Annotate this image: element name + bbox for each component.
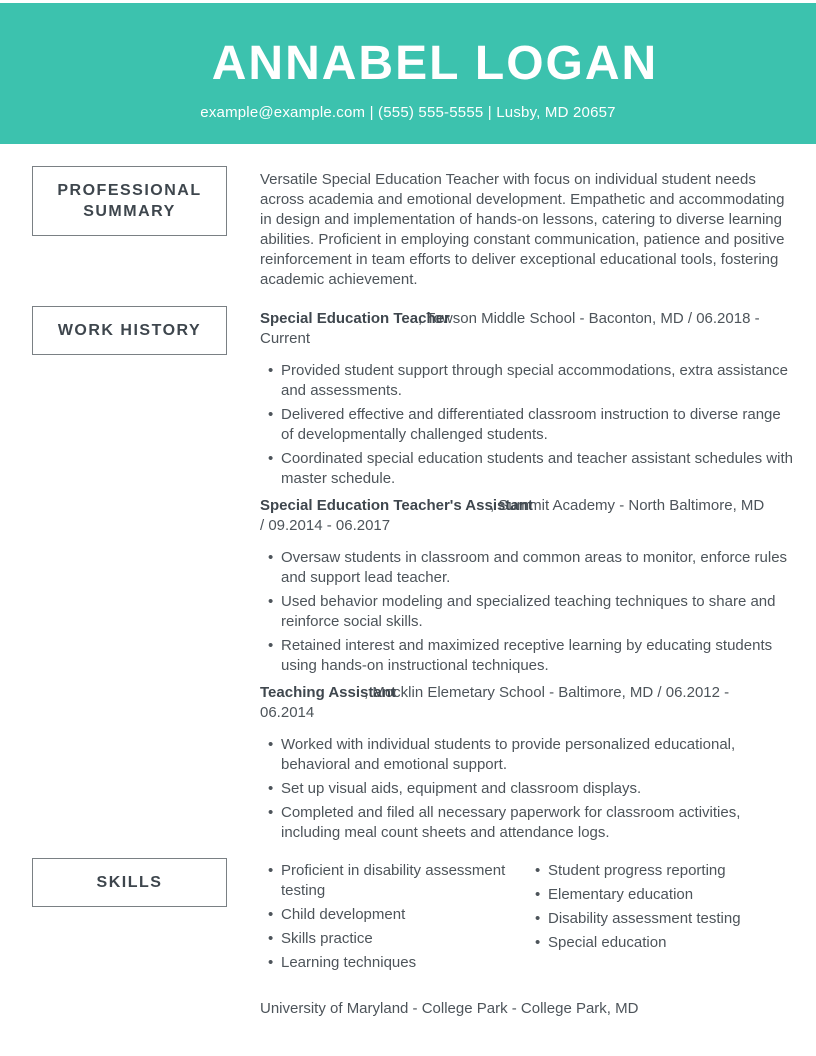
job-meta-line1: , Towson Middle School - Baconton, MD / 06.2018 -	[418, 310, 760, 327]
job-entry	[260, 496, 794, 676]
job-title: Special Education Teacher	[260, 310, 450, 327]
job-entry	[260, 683, 794, 843]
skill-item: • Student progress reporting	[527, 861, 794, 881]
job-bullet: • Oversaw students in classroom and common areas to monitor, enforce rules and support lead teacher.	[260, 548, 794, 588]
job-bullet: • Worked with individual students to provide personalized educational, behavioral and emotional support.	[260, 735, 794, 775]
job-meta-line2: 06.2014	[260, 704, 315, 721]
job-bullet: • Used behavior modeling and specialized teaching techniques to share and reinforce social skills.	[260, 592, 794, 632]
skill-item: • Skills practice	[260, 929, 527, 949]
section-heading-skills	[32, 858, 227, 907]
skill-item: • Proficient in disability assessment testing	[260, 861, 527, 901]
job-meta-line2: / 09.2014 - 06.2017	[260, 517, 391, 534]
skill-item: • Elementary education	[527, 885, 794, 905]
contact-line: example@example.com | (555) 555-5555 | Lusby, MD 20657	[200, 104, 616, 121]
skills-column-2	[527, 861, 794, 977]
education-line: University of Maryland - College Park - College Park, MD	[260, 1000, 639, 1017]
job-bullet: • Delivered effective and differentiated classroom instruction to diverse range of developmentally challenged students.	[260, 405, 794, 445]
section-heading-work-history	[32, 306, 227, 355]
professional-summary-label: PROFESSIONAL SUMMARY	[57, 182, 202, 220]
section-heading-professional-summary	[32, 166, 227, 236]
job-bullet-list	[260, 361, 794, 489]
job-header	[260, 683, 794, 723]
skill-item: • Learning techniques	[260, 953, 527, 973]
job-header	[260, 309, 794, 349]
job-meta-line1: , Mocklin Elemetary School - Baltimore, MD / 06.2012 -	[364, 684, 730, 701]
job-meta-line2: Current	[260, 330, 311, 347]
job-bullet: • Completed and filed all necessary paperwork for classroom activities, including meal count sheets and attendance logs.	[260, 803, 794, 843]
job-bullet: • Retained interest and maximized receptive learning by educating students using hands-on instructional techniques.	[260, 636, 794, 676]
resume-header	[0, 3, 816, 144]
job-bullet: • Coordinated special education students and teacher assistant schedules with master schedule.	[260, 449, 794, 489]
skills-column-1	[260, 861, 527, 977]
job-bullet-list	[260, 735, 794, 843]
work-history-label: WORK HISTORY	[57, 322, 202, 339]
job-bullet: • Set up visual aids, equipment and classroom displays.	[260, 779, 794, 799]
job-entry	[260, 309, 794, 489]
skills-content	[260, 861, 794, 984]
skill-item: • Child development	[260, 905, 527, 925]
job-bullet: • Provided student support through special accommodations, extra assistance and assessments.	[260, 361, 794, 401]
job-header	[260, 496, 794, 536]
professional-summary-text: Versatile Special Education Teacher with focus on individual student needs across academia and emotional development. Empathetic and accommodating in design and implementation of hands-on lessons, catering to diverse learning abilities. Proficient in employing constant communication, patience and positive reinforcement in team efforts to deliver exceptional educational tools, fostering academic achievement.	[260, 171, 785, 288]
job-title: Special Education Teacher's Assistant	[260, 497, 533, 514]
job-bullet-list	[260, 548, 794, 676]
skills-label: SKILLS	[96, 874, 163, 891]
candidate-name: ANNABEL LOGAN	[211, 37, 659, 90]
job-meta-line1: , Summit Academy - North Baltimore, MD	[490, 497, 765, 514]
work-history-content	[260, 309, 794, 850]
job-title: Teaching Assistant	[260, 684, 396, 701]
skill-item: • Special education	[527, 933, 794, 953]
skill-item: • Disability assessment testing	[527, 909, 794, 929]
